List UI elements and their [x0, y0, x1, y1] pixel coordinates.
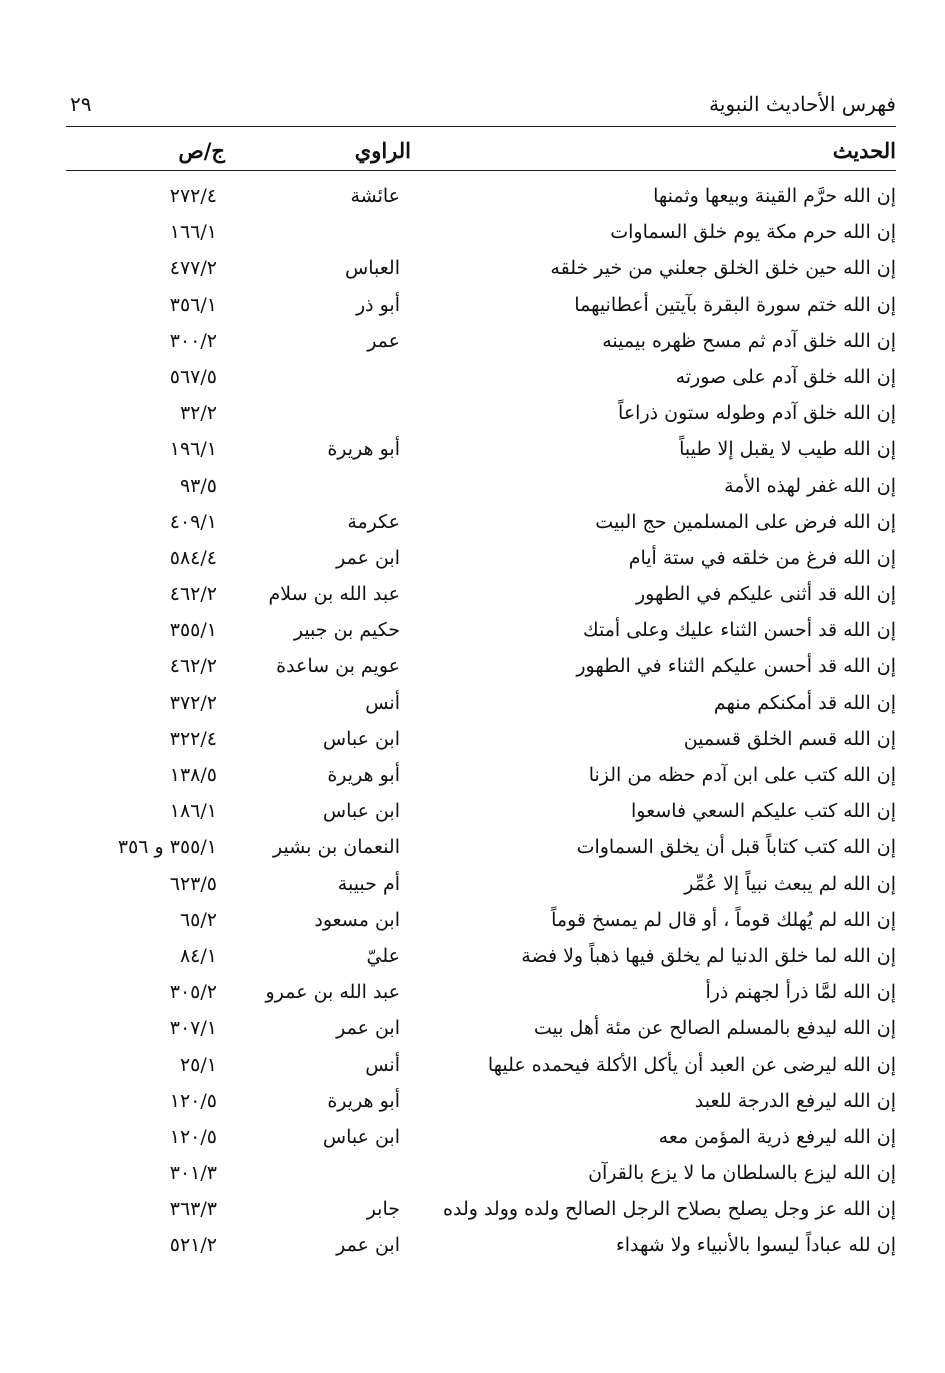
table-row — [0, 1050, 945, 1086]
table-row — [0, 905, 945, 941]
narrator: ابن عباس — [322, 1125, 400, 1148]
volume-page-ref: ٦٢٣/٥ — [169, 872, 217, 895]
volume-page-ref: ٤٠٩/١ — [169, 510, 217, 533]
table-row — [0, 181, 945, 217]
header-divider — [66, 170, 896, 171]
narrator: العباس — [345, 257, 400, 280]
table-row — [0, 290, 945, 326]
table-row — [0, 796, 945, 832]
volume-page-ref: ٣٠٧/١ — [169, 1017, 217, 1040]
volume-page-ref: ٥٦٧/٥ — [169, 365, 217, 388]
hadith-text: إن الله فرغ من خلقه في ستة أيام — [628, 546, 896, 569]
hadith-text: إن الله لم يبعث نبياً إلا عُمِّر — [684, 872, 896, 895]
narrator: عائشة — [350, 185, 400, 207]
volume-page-ref: ١٨٦/١ — [169, 800, 217, 823]
volume-page-ref: ٨٤/١ — [179, 944, 217, 967]
hadith-text: إن الله خلق آدم وطوله ستون ذراعاً — [618, 402, 896, 425]
hadith-text: إن الله قد أحسن الثناء عليك وعلى أمتك — [582, 619, 896, 642]
table-row — [0, 217, 945, 253]
hadith-text: إن الله ليدفع بالمسلم الصالح عن مئة أهل بيت — [533, 1017, 896, 1040]
volume-page-ref: ٥٢١/٢ — [169, 1234, 217, 1257]
volume-page-ref: ٣٦٣/٣ — [169, 1198, 217, 1221]
narrator: عبد الله بن سلام — [268, 583, 400, 606]
hadith-text: إن الله خلق آدم ثم مسح ظهره بيمينه — [602, 329, 896, 352]
hadith-text: إن الله قد أحسن عليكم الثناء في الطهور — [576, 655, 896, 678]
narrator: عكرمة — [347, 510, 400, 533]
volume-page-ref: ١٦٦/١ — [169, 221, 217, 244]
narrator: أبو هريرة — [327, 438, 400, 461]
table-row — [0, 507, 945, 543]
hadith-text: إن الله فرض على المسلمين حج البيت — [595, 510, 896, 533]
table-row — [0, 1122, 945, 1158]
narrator: ابن عمر — [336, 1017, 400, 1040]
narrator: جابر — [366, 1198, 400, 1221]
hadith-table — [0, 181, 945, 1267]
volume-page-ref: ٤٧٧/٢ — [169, 257, 217, 280]
table-row — [0, 688, 945, 724]
hadith-text: إن الله ليرضى عن العبد أن يأكل الأكلة فيحمده عليها — [487, 1053, 896, 1076]
hadith-text: إن لله عباداً ليسوا بالأنبياء ولا شهداء — [615, 1234, 896, 1257]
table-row — [0, 362, 945, 398]
hadith-text: إن الله حرَّم القينة وبيعها وثمنها — [653, 185, 896, 207]
hadith-text: إن الله حرم مكة يوم خلق السماوات — [610, 221, 896, 244]
volume-page-ref: ٢٥/١ — [179, 1053, 217, 1076]
volume-page-ref: ٩٣/٥ — [179, 474, 217, 497]
table-row — [0, 1086, 945, 1122]
volume-page-ref: ٤٦٢/٢ — [169, 583, 217, 606]
hadith-text: إن الله طيب لا يقبل إلا طيباً — [679, 438, 896, 461]
table-row — [0, 434, 945, 470]
narrator: ابن عمر — [336, 1234, 400, 1257]
table-row — [0, 398, 945, 434]
narrator: عمر — [367, 329, 400, 352]
volume-page-ref: ٣٥٥/١ و ٣٥٦ — [117, 836, 217, 859]
table-row — [0, 579, 945, 615]
volume-page-ref: ٣٠٥/٢ — [169, 981, 217, 1004]
table-row — [0, 253, 945, 289]
narrator: ابن عباس — [322, 727, 400, 750]
volume-page-ref: ٦٥/٢ — [179, 908, 217, 931]
hadith-text: إن الله حين خلق الخلق جعلني من خير خلقه — [550, 257, 896, 280]
narrator: ابن عباس — [322, 800, 400, 823]
hadith-text: إن الله خلق آدم على صورته — [675, 365, 896, 388]
narrator: ابن عمر — [336, 546, 400, 569]
table-row — [0, 977, 945, 1013]
volume-page-ref: ٣٢/٢ — [179, 402, 217, 425]
narrator: النعمان بن بشير — [273, 836, 400, 859]
hadith-text: إن الله لما خلق الدنيا لم يخلق فيها ذهباً ولا فضة — [521, 944, 896, 967]
narrator: أبو ذر — [355, 293, 400, 316]
table-row — [0, 724, 945, 760]
table-row — [0, 543, 945, 579]
hadith-text: إن الله غفر لهذه الأمة — [724, 474, 896, 497]
table-row — [0, 471, 945, 507]
hadith-text: إن الله ليرفع الدرجة للعبد — [694, 1089, 896, 1112]
hadith-text: إن الله قد أثنى عليكم في الطهور — [635, 583, 896, 606]
narrator: أنس — [365, 1053, 400, 1076]
column-header-ref: ج/ص — [178, 138, 225, 163]
table-row — [0, 1230, 945, 1266]
table-row — [0, 651, 945, 687]
narrator: ابن مسعود — [314, 908, 400, 931]
volume-page-ref: ٣٥٥/١ — [169, 619, 217, 642]
volume-page-ref: ٣٢٢/٤ — [169, 727, 217, 750]
table-row — [0, 869, 945, 905]
hadith-text: إن الله لم يُهلك قوماً ، أو قال لم يمسخ قوماً — [551, 908, 896, 931]
table-row — [0, 760, 945, 796]
volume-page-ref: ٣٠١/٣ — [169, 1162, 217, 1185]
narrator: عليّ — [366, 944, 400, 967]
narrator: أبو هريرة — [327, 764, 400, 786]
volume-page-ref: ١٩٦/١ — [169, 438, 217, 461]
table-row — [0, 941, 945, 977]
narrator: أم حبيبة — [337, 872, 400, 895]
volume-page-ref: ٤٦٢/٢ — [169, 655, 217, 678]
table-row — [0, 1013, 945, 1049]
hadith-text: إن الله قد أمكنكم منهم — [713, 691, 896, 714]
volume-page-ref: ٣٠٠/٢ — [169, 329, 217, 352]
volume-page-ref: ١٢٠/٥ — [169, 1089, 217, 1112]
page-header — [66, 92, 896, 127]
column-header-rawi: الراوي — [354, 138, 411, 163]
volume-page-ref: ٣٥٦/١ — [169, 293, 217, 316]
volume-page-ref: ١٢٠/٥ — [169, 1125, 217, 1148]
narrator: أنس — [365, 691, 400, 714]
volume-page-ref: ١٣٨/٥ — [169, 764, 217, 786]
table-row — [0, 1158, 945, 1194]
narrator: أبو هريرة — [327, 1089, 400, 1112]
hadith-text: إن الله كتب عليكم السعي فاسعوا — [631, 800, 896, 823]
table-row — [0, 326, 945, 362]
volume-page-ref: ٣٧٢/٢ — [169, 691, 217, 714]
volume-page-ref: ٢٧٢/٤ — [169, 185, 217, 207]
table-row — [0, 1194, 945, 1230]
hadith-text: إن الله كتب كتاباً قبل أن يخلق السماوات — [576, 836, 896, 859]
hadith-text: إن الله قسم الخلق قسمين — [683, 727, 896, 750]
volume-page-ref: ٥٨٤/٤ — [169, 546, 217, 569]
hadith-text: إن الله ليزع بالسلطان ما لا يزع بالقرآن — [588, 1162, 896, 1185]
page-number: ٢٩ — [70, 92, 92, 116]
table-row — [0, 615, 945, 651]
narrator: عبد الله بن عمرو — [265, 981, 400, 1004]
page-title: فهرس الأحاديث النبوية — [709, 92, 896, 116]
hadith-text: إن الله ختم سورة البقرة بآيتين أعطانيهما — [574, 293, 896, 316]
table-row — [0, 832, 945, 868]
hadith-text: إن الله لمَّا ذرأ لجهنم ذرأ — [705, 981, 896, 1004]
column-header-hadith: الحديث — [832, 138, 896, 163]
hadith-text: إن الله كتب على ابن آدم حظه من الزنا — [588, 764, 896, 786]
hadith-text: إن الله ليرفع ذرية المؤمن معه — [658, 1125, 896, 1148]
hadith-text: إن الله عز وجل يصلح بصلاح الرجل الصالح ولده وولد ولده — [443, 1198, 896, 1221]
narrator: عويم بن ساعدة — [276, 655, 400, 678]
narrator: حكيم بن جبير — [293, 619, 400, 642]
